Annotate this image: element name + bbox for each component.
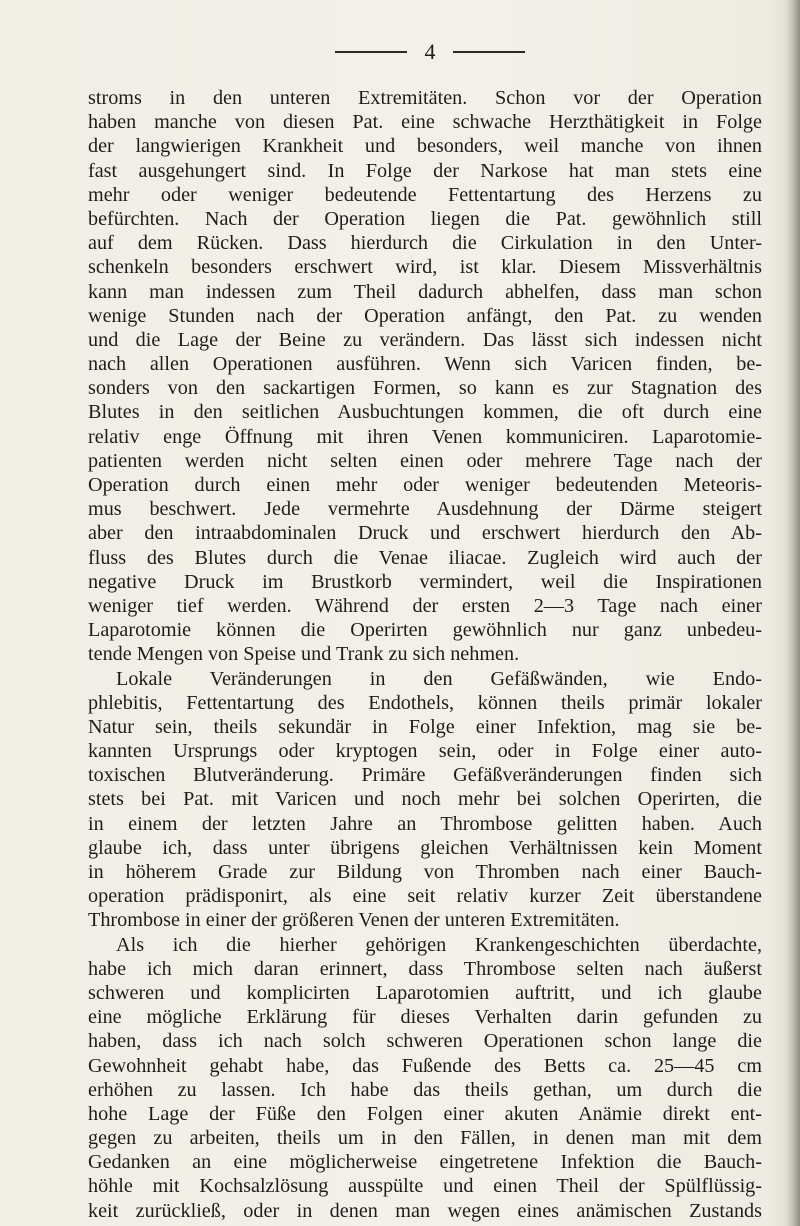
text-line: kann man indessen zum Theil dadurch abhelfen, dass man schon [88, 280, 762, 303]
text-line: schenkeln besonders erschwert wird, ist klar. Diesem Missverhältnis [88, 256, 762, 279]
text-line: fast ausgehungert sind. In Folge der Narkose hat man stets eine [88, 159, 762, 182]
text-line: relativ enge Öffnung mit ihren Venen kommuniciren. Laparotomie- [88, 425, 762, 448]
text-line: schweren und komplicirten Laparotomien auftritt, und ich glaube [88, 981, 762, 1004]
text-line-paragraph-start: Als ich die hierher gehörigen Krankengeschichten überdachte, [116, 933, 762, 956]
text-line: erhöhen zu lassen. Ich habe das theils gethan, um durch die [88, 1078, 762, 1101]
text-line: keit zurückließ, oder in denen man wegen eines anämischen Zustands [88, 1199, 762, 1222]
text-line: fluss des Blutes durch die Venae iliacae. Zugleich wird auch der [88, 546, 762, 569]
text-line: auf dem Rücken. Dass hierdurch die Cirkulation in den Unter- [88, 232, 762, 255]
text-line: Gewohnheit gehabt habe, das Fußende des Betts ca. 25—45 cm [88, 1054, 762, 1077]
text-line: Operation durch einen mehr oder weniger bedeutenden Meteoris- [88, 474, 762, 496]
text-line: nach allen Operationen ausführen. Wenn sich Varicen finden, be- [88, 353, 762, 376]
text-line: phlebitis, Fettentartung des Endothels, können theils primär lokaler [88, 691, 762, 714]
text-line: glaube ich, dass unter übrigens gleichen Verhältnissen kein Moment [88, 836, 762, 859]
text-line: habe ich mich daran erinnert, dass Thrombose selten nach äußerst [88, 957, 762, 980]
text-line: Laparotomie können die Operirten gewöhnlich nur ganz unbedeu- [88, 619, 762, 642]
text-line: hohe Lage der Füße den Folgen einer akuten Anämie direkt ent- [88, 1102, 762, 1125]
text-line: und die Lage der Beine zu verändern. Das lässt sich indessen nicht [88, 328, 762, 351]
text-line: der langwierigen Krankheit und besonders, weil manche von ihnen [88, 135, 762, 158]
text-line: kannten Ursprungs oder kryptogen sein, oder in Folge einer auto- [88, 740, 762, 763]
text-line: patienten werden nicht selten einen oder mehrere Tage nach der [88, 449, 762, 472]
text-line: operation prädisponirt, als eine seit relativ kurzer Zeit überstandene [88, 885, 762, 908]
text-line: Natur sein, theils sekundär in Folge einer Infektion, mag sie be- [88, 715, 762, 738]
text-line: toxischen Blutveränderung. Primäre Gefäßveränderungen finden sich [88, 764, 762, 787]
text-line: mehr oder weniger bedeutende Fettentartung des Herzens zu [88, 183, 762, 206]
text-line: haben manche von diesen Pat. eine schwache Herzthätigkeit in Folge [88, 111, 762, 134]
page-header [335, 40, 525, 64]
page-edge-shadow [786, 0, 800, 1226]
text-line: befürchten. Nach der Operation liegen die Pat. gewöhnlich still [88, 207, 762, 230]
text-line: wenige Stunden nach der Operation anfängt, den Pat. zu wenden [88, 304, 762, 327]
text-line: eine mögliche Erklärung für dieses Verhalten darin gefunden zu [88, 1006, 762, 1029]
text-line: in einem der letzten Jahre an Thrombose gelitten haben. Auch [88, 812, 762, 835]
text-line: stets bei Pat. mit Varicen und noch mehr bei solchen Operirten, die [88, 788, 762, 811]
text-line: aber den intraabdominalen Druck und erschwert hierdurch den Ab- [88, 522, 762, 545]
text-line: mus beschwert. Jede vermehrte Ausdehnung der Därme steigert [88, 498, 762, 521]
body-text [88, 86, 762, 1223]
text-line: sonders von den sackartigen Formen, so kann es zur Stagnation des [88, 377, 762, 400]
text-line: negative Druck im Brustkorb vermindert, weil die Inspirationen [88, 570, 762, 593]
text-line: gegen zu arbeiten, theils um in den Fällen, in denen man mit dem [88, 1127, 762, 1150]
text-line: höhle mit Kochsalzlösung ausspülte und einen Theil der Spülflüssig- [88, 1175, 762, 1198]
text-line-paragraph-start: Lokale Veränderungen in den Gefäßwänden, wie Endo- [116, 667, 762, 690]
text-line: Blutes in den seitlichen Ausbuchtungen kommen, die oft durch eine [88, 401, 762, 424]
text-line: haben, dass ich nach solch schweren Operationen schon lange die [88, 1030, 762, 1053]
text-line-paragraph-end: Thrombose in einer der größeren Venen der unteren Extremitäten. [88, 909, 620, 932]
text-line: stroms in den unteren Extremitäten. Schon vor der Operation [88, 87, 762, 109]
text-line-paragraph-end: tende Mengen von Speise und Trank zu sich nehmen. [88, 643, 520, 666]
page-number: 4 [424, 39, 436, 64]
text-line: Gedanken an eine möglicherweise eingetretene Infektion die Bauch- [88, 1151, 762, 1174]
header-rule-right [453, 51, 525, 53]
text-line: weniger tief werden. Während der ersten 2—3 Tage nach einer [88, 594, 762, 617]
text-line: in höherem Grade zur Bildung von Thromben nach einer Bauch- [88, 861, 762, 883]
